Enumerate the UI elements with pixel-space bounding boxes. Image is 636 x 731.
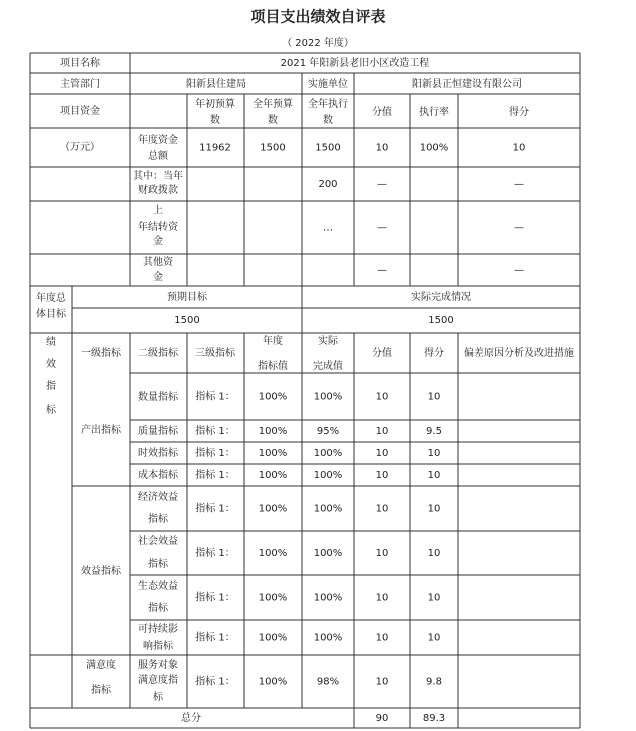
funds-unit: （万元） [60, 142, 100, 153]
funds-header-full-budget: 全年预算 [253, 99, 293, 110]
indicator-level2: 成本指标 [138, 470, 178, 481]
indicators-section-label: 指 [46, 381, 56, 392]
indicator-actual-value: 95% [316, 426, 340, 437]
indicator-score: 10 [427, 592, 441, 604]
indicator-score: 10 [427, 470, 441, 481]
indicator-actual-value: 100% [313, 391, 343, 403]
impl-value: 阳新县正恒建设有限公司 [412, 79, 522, 90]
funds-row-label: 总额 [148, 151, 168, 162]
indicator-score: 10 [427, 503, 441, 515]
funds-header-initial: 年初预算 [195, 99, 235, 110]
goal-actual-header: 实际完成情况 [411, 292, 471, 303]
indicator-score: 9.5 [426, 426, 442, 437]
form-year: （ 2022 年度） [282, 38, 354, 49]
indicator-annual-value: 100% [258, 448, 288, 459]
funds-header-full-exec: 全年执行 [308, 99, 348, 110]
funds-cell-full-budget: 1500 [260, 142, 286, 154]
funds-cell-score-weight: — [377, 179, 387, 190]
indicator-annual-value: 100% [258, 632, 288, 644]
indicator-level2: 质量指标 [138, 426, 178, 437]
indicator-weight: 10 [375, 391, 389, 403]
indicators-header-level3: 三级指标 [195, 348, 235, 359]
indicator-level1: 指标 [91, 685, 111, 696]
funds-header-full-budget: 数 [268, 115, 278, 126]
indicator-level1: 产出指标 [81, 425, 121, 436]
indicator-level2: 标 [153, 692, 163, 703]
indicator-level1: 效益指标 [81, 566, 121, 577]
indicator-weight: 10 [375, 676, 389, 688]
funds-cell-score-weight: 10 [375, 142, 389, 154]
indicator-level2: 可持续影 [138, 624, 178, 635]
indicator-level2: 满意度指 [138, 675, 178, 686]
funds-cell-full-exec: 1500 [315, 142, 341, 154]
funds-row-label: 金 [153, 272, 163, 283]
indicator-weight: 10 [375, 426, 389, 437]
goal-expected-value: 1500 [174, 315, 200, 326]
funds-cell-full-exec: 200 [318, 179, 338, 190]
funds-label: 项目资金 [60, 106, 100, 117]
table-grid [30, 53, 580, 728]
indicator-level2: 经济效益 [138, 492, 178, 503]
indicator-actual-value: 98% [316, 676, 340, 688]
indicator-level2: 数量指标 [138, 392, 178, 403]
indicator-annual-value: 100% [258, 470, 288, 481]
indicator-weight: 10 [375, 632, 389, 644]
indicator-score: 10 [427, 548, 441, 559]
indicator-weight: 10 [375, 503, 389, 515]
indicator-annual-value: 100% [258, 548, 288, 559]
indicator-level3: 指标 1： [195, 470, 235, 481]
funds-row-label: 其他资 [143, 257, 173, 268]
dept-value: 阳新县住建局 [186, 79, 246, 90]
indicator-level3: 指标 1： [195, 391, 235, 403]
total-weight: 90 [375, 713, 389, 724]
indicator-actual-value: 100% [313, 503, 343, 515]
funds-row-label: 金 [153, 236, 163, 247]
indicator-annual-value: 100% [258, 592, 288, 604]
indicator-actual-value: 100% [313, 548, 343, 559]
project-name-value: 2021 年阳新县老旧小区改造工程 [280, 58, 430, 69]
indicator-weight: 10 [375, 448, 389, 459]
goal-expected-header: 预期目标 [167, 292, 207, 303]
funds-cell-full-exec: … [323, 222, 333, 234]
indicators-header-annual: 指标值 [258, 361, 288, 372]
indicator-actual-value: 100% [313, 470, 343, 481]
indicator-annual-value: 100% [258, 391, 288, 403]
indicator-level2: 时效指标 [138, 448, 178, 459]
indicators-header-actual: 实际 [318, 336, 338, 347]
indicator-actual-value: 100% [313, 592, 343, 604]
funds-header-full-exec: 数 [323, 115, 333, 126]
funds-row-label: 年度资金 [138, 135, 178, 146]
funds-row-label: 上 [153, 205, 163, 216]
indicators-header-weight: 分值 [372, 348, 392, 359]
impl-label: 实施单位 [308, 79, 348, 90]
indicator-level3: 指标 1： [195, 592, 235, 604]
indicator-weight: 10 [375, 592, 389, 604]
indicators-section-label: 标 [46, 405, 56, 416]
goal-actual-value: 1500 [428, 315, 454, 326]
indicators-header-score: 得分 [424, 348, 444, 359]
funds-cell-score: — [514, 265, 524, 276]
total-score: 89.3 [422, 713, 446, 724]
indicator-actual-value: 100% [313, 448, 343, 459]
funds-cell-exec-rate: 100% [419, 142, 449, 154]
indicator-annual-value: 100% [258, 426, 288, 437]
total-label: 总分 [181, 713, 201, 724]
table-text [36, 8, 574, 725]
indicators-section-label: 绩 [46, 337, 56, 348]
funds-cell-score-weight: — [377, 222, 387, 234]
goal-label: 体目标 [36, 309, 66, 320]
indicator-level3: 指标 1： [195, 548, 235, 559]
indicator-level3: 指标 1： [195, 503, 235, 515]
indicator-score: 10 [427, 632, 441, 644]
funds-cell-score: 10 [512, 142, 526, 154]
indicator-weight: 10 [375, 548, 389, 559]
funds-header-initial: 数 [210, 115, 220, 126]
funds-cell-initial: 11962 [199, 142, 231, 154]
indicator-level2: 指标 [148, 514, 168, 525]
funds-header-score: 得分 [509, 107, 529, 118]
indicator-score: 10 [427, 448, 441, 459]
indicator-level2: 指标 [148, 559, 168, 570]
indicator-level2: 指标 [148, 603, 168, 614]
indicator-actual-value: 100% [313, 632, 343, 644]
funds-header-exec-rate: 执行率 [419, 107, 449, 118]
indicators-header-level1: 一级指标 [81, 348, 121, 359]
funds-header-score-weight: 分值 [372, 107, 392, 118]
indicator-level2: 服务对象 [138, 660, 178, 671]
indicators-header-analysis: 偏差原因分析及改进措施 [464, 348, 574, 359]
indicator-level3: 指标 1： [195, 448, 235, 459]
funds-row-label: 其中：当年 [133, 171, 183, 182]
indicators-header-actual: 完成值 [313, 361, 343, 372]
funds-cell-score: — [514, 222, 524, 234]
indicator-score: 9.8 [426, 676, 442, 688]
indicator-annual-value: 100% [258, 503, 288, 515]
indicators-header-annual: 年度 [263, 336, 283, 347]
funds-cell-score-weight: — [377, 265, 387, 276]
indicator-level3: 指标 1： [195, 426, 235, 437]
indicator-level2: 生态效益 [138, 581, 178, 592]
dept-label: 主管部门 [60, 79, 100, 90]
goal-label: 年度总 [36, 293, 66, 304]
indicator-level2: 响指标 [143, 641, 173, 652]
indicator-level1: 满意度 [86, 660, 116, 671]
form-title: 项目支出绩效自评表 [250, 7, 386, 26]
indicator-level3: 指标 1： [195, 676, 235, 688]
indicators-section-label: 效 [46, 359, 56, 370]
indicator-level2: 社会效益 [138, 536, 178, 547]
funds-row-label: 年结转资 [138, 222, 178, 233]
indicator-annual-value: 100% [258, 676, 288, 688]
project-name-label: 项目名称 [60, 58, 100, 69]
indicator-level3: 指标 1： [195, 632, 235, 644]
indicator-score: 10 [427, 391, 441, 403]
funds-row-label: 财政拨款 [138, 185, 178, 196]
funds-cell-score: — [514, 179, 524, 190]
indicators-header-level2: 二级指标 [138, 348, 178, 359]
indicator-weight: 10 [375, 470, 389, 481]
